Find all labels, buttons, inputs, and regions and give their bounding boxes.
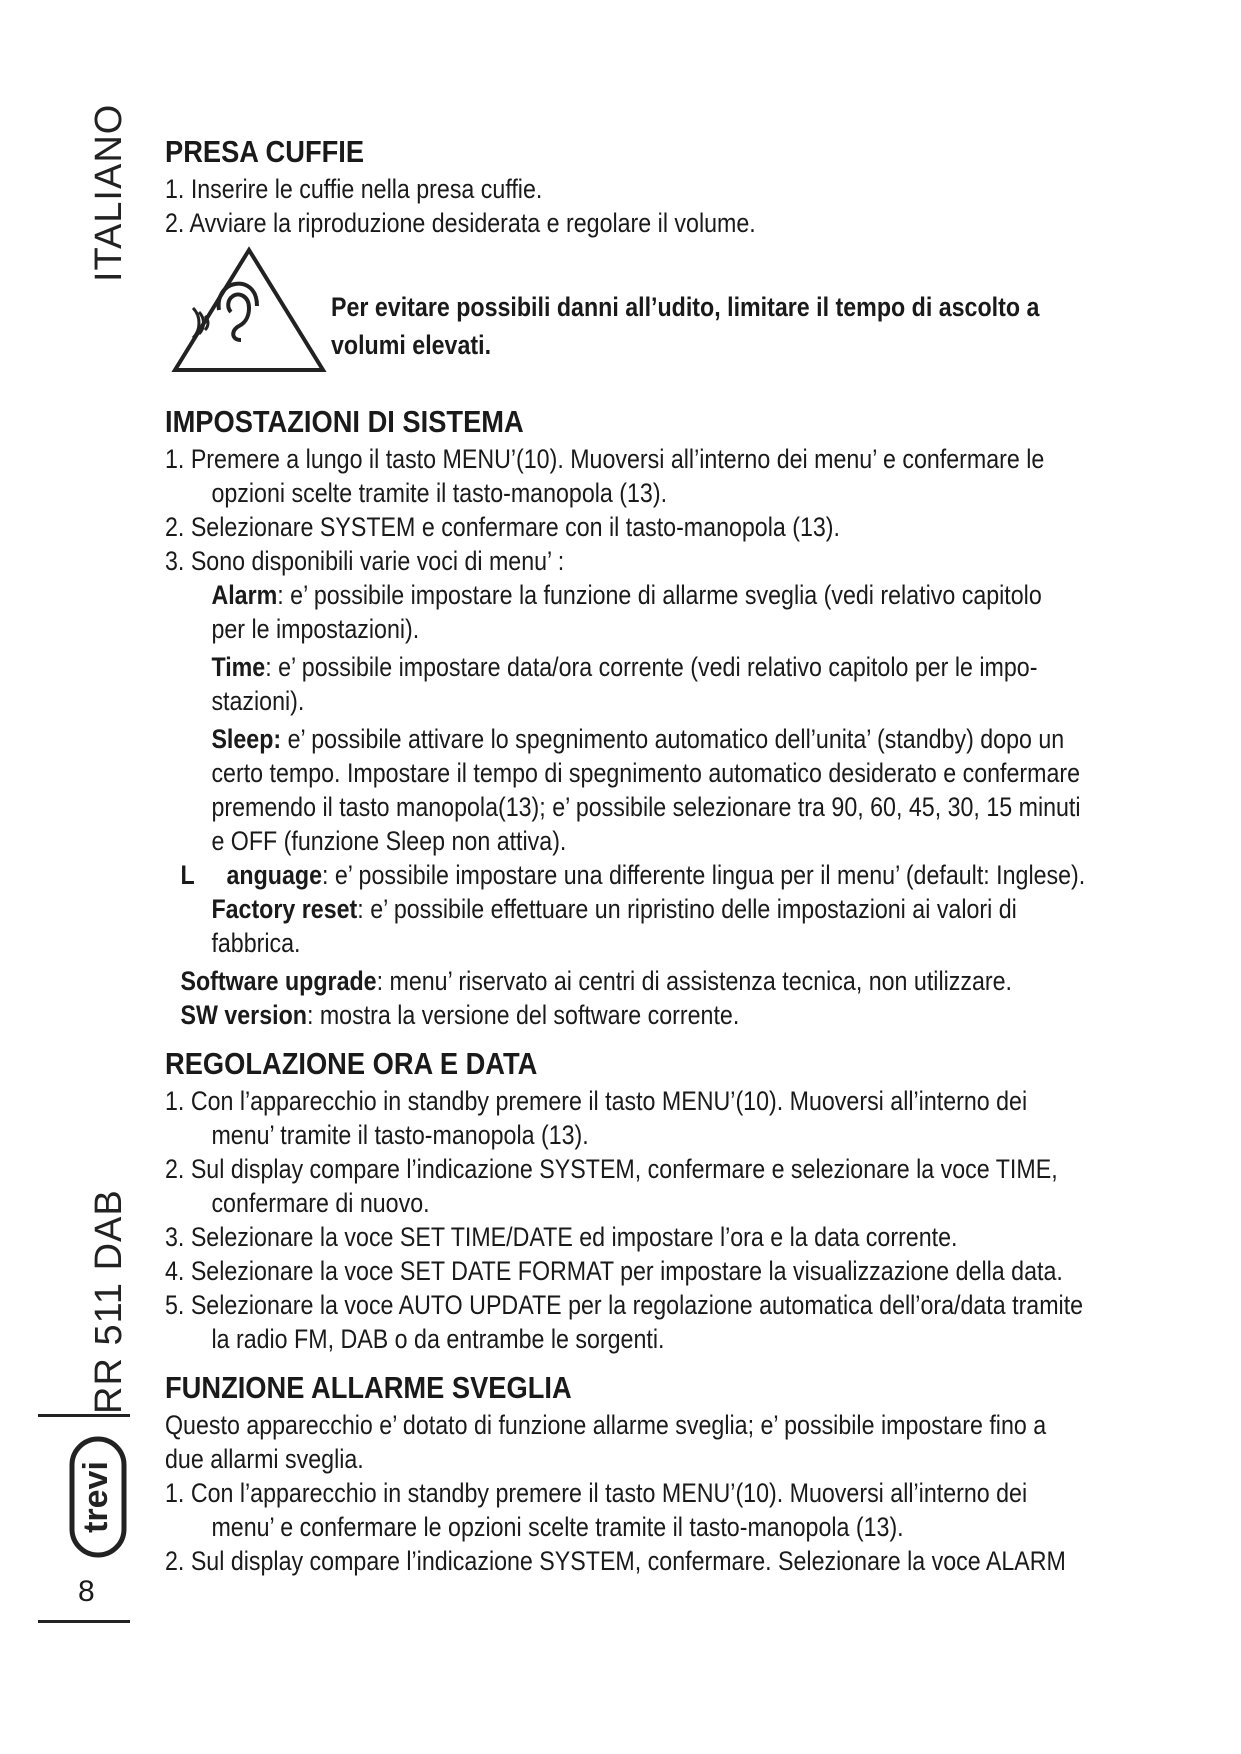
menu-option-language: L anguage: e’ possibile impostare una differente lingua per il menu’ (default: Inglese). bbox=[180, 860, 1086, 890]
menu-option-alarm: Alarm: e’ possibile impostare la funzione di allarme sveglia (vedi relativo capitolo bbox=[211, 580, 1042, 610]
menu-option-time: Time: e’ possibile impostare data/ora corrente (vedi relativo capitolo per le impo- bbox=[211, 652, 1038, 682]
list-item: 1. Con l’apparecchio in standby premere il tasto MENU’(10). Muoversi all’interno dei bbox=[165, 1086, 1028, 1116]
logo-text: trevi bbox=[76, 1461, 115, 1533]
list-item: 1. Con l’apparecchio in standby premere il tasto MENU’(10). Muoversi all’interno dei bbox=[165, 1478, 1028, 1508]
side-language-label: ITALIANO bbox=[88, 103, 130, 282]
menu-option-sleep-cont: premendo il tasto manopola(13); e’ possibile selezionare tra 90, 60, 45, 30, 15 minuti bbox=[211, 792, 1081, 822]
menu-option-factory-reset: Factory reset: e’ possibile effettuare un ripristino delle impostazioni ai valori di bbox=[211, 894, 1017, 924]
menu-option-sw-version: SW version: mostra la versione del software corrente. bbox=[180, 1000, 740, 1030]
list-item-cont: confermare di nuovo. bbox=[211, 1188, 430, 1218]
paragraph-line: due allarmi sveglia. bbox=[165, 1444, 364, 1474]
menu-option-time-cont: stazioni). bbox=[211, 686, 305, 716]
section-title-impostazioni: IMPOSTAZIONI DI SISTEMA bbox=[165, 404, 524, 439]
list-item-cont: la radio FM, DAB o da entrambe le sorgenti. bbox=[211, 1324, 665, 1354]
menu-option-alarm-cont: per le impostazioni). bbox=[211, 614, 420, 644]
side-model-label: RR 511 DAB bbox=[88, 1189, 130, 1414]
list-item: 2. Selezionare SYSTEM e confermare con il tasto-manopola (13). bbox=[165, 512, 840, 542]
warning-text: Per evitare possibili danni all’udito, limitare il tempo di ascolto a volumi elevati. bbox=[331, 292, 1040, 360]
document-body bbox=[165, 132, 1165, 1578]
list-item: 3. Selezionare la voce SET TIME/DATE ed impostare l’ora e la data corrente. bbox=[165, 1222, 958, 1252]
page-number: 8 bbox=[78, 1575, 95, 1608]
list-item: 3. Sono disponibili varie voci di menu’ : bbox=[165, 546, 565, 576]
list-item: 4. Selezionare la voce SET DATE FORMAT per impostare la visualizzazione della data. bbox=[165, 1256, 1063, 1286]
list-item: 2. Sul display compare l’indicazione SYSTEM, confermare e selezionare la voce TIME, bbox=[165, 1154, 1058, 1184]
list-item: 1. Inserire le cuffie nella presa cuffie. bbox=[165, 174, 543, 204]
menu-option-sleep-cont: certo tempo. Impostare il tempo di spegnimento automatico desiderato e confermare bbox=[211, 758, 1081, 788]
section-title-allarme: FUNZIONE ALLARME SVEGLIA bbox=[165, 1370, 572, 1405]
list-item: 2. Avviare la riproduzione desiderata e regolare il volume. bbox=[165, 208, 756, 238]
side-divider-top bbox=[38, 1414, 130, 1417]
section-title-presa-cuffie: PRESA CUFFIE bbox=[165, 134, 365, 169]
menu-option-sleep: Sleep: e’ possibile attivare lo spegnimento automatico dell’unita’ (standby) dopo un bbox=[211, 724, 1065, 754]
menu-option-sleep-cont: e OFF (funzione Sleep non attiva). bbox=[211, 826, 567, 856]
list-item: 5. Selezionare la voce AUTO UPDATE per la regolazione automatica dell’ora/data tramite bbox=[165, 1290, 1084, 1320]
hearing-warning bbox=[165, 240, 1165, 380]
trevi-logo-icon bbox=[68, 1436, 128, 1558]
menu-option-factory-reset-cont: fabbrica. bbox=[211, 928, 301, 958]
hearing-warning-icon bbox=[169, 244, 329, 376]
list-item-cont: menu’ e confermare le opzioni scelte tramite il tasto-manopola (13). bbox=[211, 1512, 904, 1542]
list-item-cont: menu’ tramite il tasto-manopola (13). bbox=[211, 1120, 589, 1150]
list-item-cont: opzioni scelte tramite il tasto-manopola (13). bbox=[211, 478, 668, 508]
side-divider-bottom bbox=[38, 1620, 130, 1623]
menu-option-software-upgrade: Software upgrade: menu’ riservato ai centri di assistenza tecnica, non utilizzare. bbox=[180, 966, 1013, 996]
list-item: 2. Sul display compare l’indicazione SYSTEM, confermare. Selezionare la voce ALARM bbox=[165, 1546, 1066, 1576]
paragraph-line: Questo apparecchio e’ dotato di funzione allarme sveglia; e’ possibile impostare fino a bbox=[165, 1410, 1047, 1440]
list-item: 1. Premere a lungo il tasto MENU’(10). Muoversi all’interno dei menu’ e confermare le bbox=[165, 444, 1045, 474]
section-title-regolazione: REGOLAZIONE ORA E DATA bbox=[165, 1046, 538, 1081]
